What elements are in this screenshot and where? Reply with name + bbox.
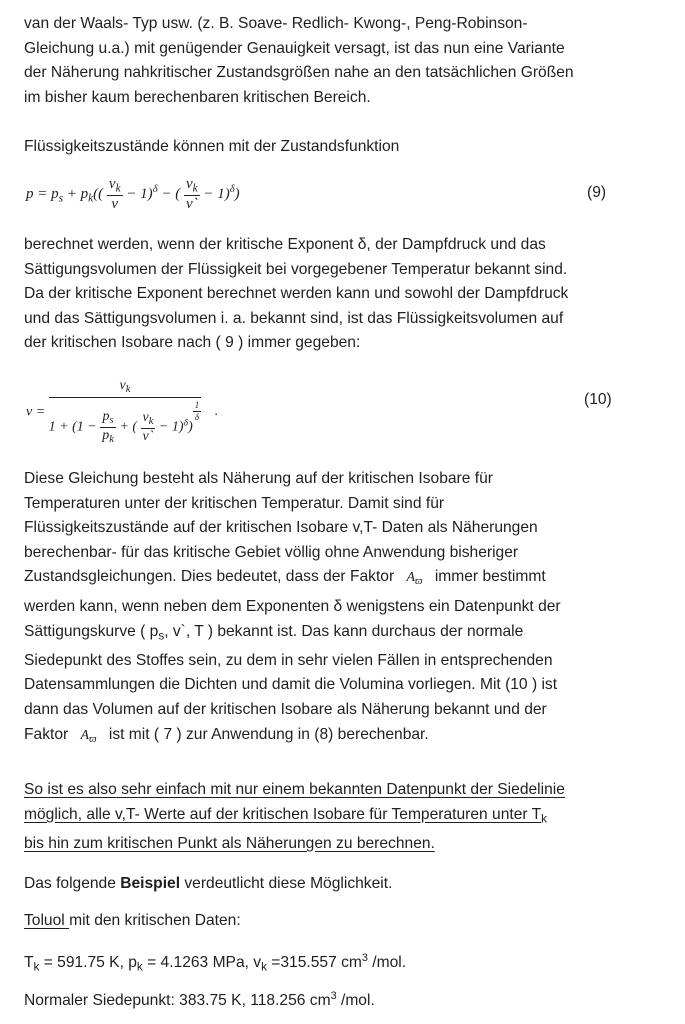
eq9-ps-sub: s (58, 192, 64, 205)
eq10-lhs: v = (26, 404, 46, 420)
text-fragment: immer bestimmt (434, 568, 546, 586)
paragraph-critical-data (24, 946, 664, 980)
text-fragment: /mol. (367, 954, 407, 971)
equation-9-number: (9) (587, 184, 607, 201)
eq10-vk: v (142, 410, 149, 426)
eq9-exponent-2: δ (229, 184, 235, 196)
text-line (24, 909, 664, 934)
eq9-frac1-den: v (111, 195, 119, 212)
factor-symbol-letter: A (406, 570, 416, 586)
eq10-exp-delta: δ (183, 417, 189, 429)
text-line: bis hin zum kritischen Punkt als Näherungen zu berechnen. (24, 834, 435, 852)
text-line: berechnet werden, wenn der kritische Exponent δ, der Dampfdruck und das (24, 236, 546, 253)
eq9-pk-sub: k (88, 192, 94, 205)
factor-symbol-sub: ϖ (415, 576, 423, 588)
eq10-ps: p (102, 409, 110, 425)
text-line (24, 946, 664, 980)
eq10-pk-sub: k (109, 433, 114, 445)
text-subscript: k (261, 960, 267, 974)
eq10-dot: . (214, 404, 219, 420)
text-superscript: 3 (330, 990, 337, 1002)
text-fragment: Das folgende (24, 875, 121, 892)
eq9-lhs: p = p (26, 185, 59, 202)
text-fragment: verdeutlicht diese Möglichkeit. (180, 875, 393, 892)
text-subscript: k (541, 812, 547, 826)
eq9-frac2-num-sub: k (192, 182, 198, 195)
paragraph-approximation (24, 467, 664, 752)
paragraph-summary-underlined (24, 778, 664, 856)
eq9-frac1-num-sub: k (115, 182, 121, 195)
eq10-outer-exp-num: 1 (194, 400, 200, 411)
factor-symbol (406, 570, 423, 588)
text-line: Temperaturen unter der kritischen Temperatur. Damit sind für (24, 494, 445, 512)
eq10-plus: + ( (119, 419, 138, 435)
text-subscript: s (158, 629, 165, 643)
factor-symbol (81, 728, 97, 743)
text-line: Sättigungsvolumen der Flüssigkeit bei vorgegebener Temperatur bekannt sind. (24, 260, 568, 278)
underlined-word: Toluol (24, 912, 70, 929)
eq10-outer-exponent (193, 401, 202, 422)
paragraph-critical-exponent (24, 233, 664, 356)
text-fragment: =315.557 cm (266, 954, 362, 971)
text-line: Diese Gleichung besteht als Näherung auf der kritischen Isobare für (24, 470, 493, 487)
text-line: van der Waals- Typ usw. (z. B. Soave- Redlich- Kwong-, Peng-Robinson- (24, 15, 528, 32)
text-fragment: ist mit ( 7 ) zur Anwendung in (8) berechenbar. (108, 725, 429, 743)
eq10-num: v (119, 378, 126, 393)
eq10-minus-one: − 1) (158, 419, 184, 435)
paragraph-toluol (24, 909, 664, 934)
eq10-vk-sub: k (148, 416, 154, 428)
text-line: im bisher kaum berechenbaren kritischen Bereich. (24, 88, 371, 106)
factor-symbol-letter: A (80, 727, 90, 743)
text-line (24, 565, 664, 595)
eq9-frac2-den: v` (185, 195, 198, 212)
text-line: Flüssigkeitszustände können mit der Zustandsfunktion (24, 138, 400, 155)
eq10-num-sub: k (125, 384, 131, 396)
equation-10-number: (10) (584, 391, 612, 408)
text-line: Flüssigkeitszustände auf der kritischen Isobare v,T- Daten als Näherungen (24, 519, 538, 537)
text-fragment: möglich, alle v,T- Werte auf der kritischen Isobare für Temperaturen unter T (24, 805, 542, 823)
eq9-minus-one-2: − 1) (203, 185, 230, 202)
paragraph-equation-intro (24, 135, 664, 160)
text-line: werden kann, wenn neben dem Exponenten δ wenigstens ein Datenpunkt der (24, 598, 561, 616)
text-line: und das Sättigungsvolumen i. a. bekannt sind, ist das Flüssigkeitsvolumen auf (24, 309, 564, 327)
eq9-fraction-2 (184, 176, 200, 213)
text-line: So ist es also sehr einfach mit nur einem bekannten Datenpunkt der Siedelinie (24, 781, 565, 798)
paragraph-example-intro (24, 872, 664, 897)
text-superscript: 3 (361, 952, 368, 964)
paragraph-intro (24, 12, 664, 110)
text-fragment: = 4.1263 MPa, v (142, 954, 262, 971)
text-fragment: Sättigungskurve ( p (24, 622, 159, 640)
text-fragment: T (24, 954, 34, 971)
eq9-frac2-num: v (185, 176, 193, 192)
eq10-main-fraction (49, 378, 202, 446)
text-fragment: Zustandsgleichungen. Dies bedeutet, dass der Faktor (24, 568, 395, 586)
eq10-ps-sub: s (109, 415, 114, 427)
paragraph-boiling-point (24, 984, 664, 1014)
eq10-vk-v-fraction (141, 410, 156, 445)
eq9-fraction-1 (107, 176, 123, 213)
factor-symbol-sub: ϖ (89, 733, 97, 745)
text-fragment: = 591.75 K, p (39, 954, 137, 971)
eq9-exponent: δ (152, 184, 158, 196)
text-line: Siedepunkt des Stoffes sein, zu dem in sehr vielen Fällen in entsprechenden (24, 651, 553, 669)
text-line: der kritischen Isobare nach ( 9 ) immer gegeben: (24, 334, 361, 352)
text-line: der Näherung nahkritischer Zustandsgrößen nahe an den tatsächlichen Größen (24, 64, 574, 82)
text-line: dann das Volumen auf der kritischen Isobare als Näherung bekannt und der (24, 700, 547, 718)
text-line: Da der kritische Exponent berechnet werden kann und sowohl der Dampfdruck (24, 285, 569, 303)
text-fragment: Normaler Siedepunkt: 383.75 K, 118.256 cm (24, 992, 331, 1009)
text-line (24, 723, 664, 753)
eq10-vprime: v` (142, 428, 154, 444)
eq10-pk: p (102, 427, 110, 443)
text-line (24, 984, 664, 1014)
text-line (24, 620, 664, 649)
eq9-pk: + p (66, 185, 89, 202)
text-line (24, 872, 664, 897)
eq10-ps-pk-fraction (100, 409, 116, 446)
text-subscript: k (33, 960, 40, 974)
text-line: Gleichung u.a.) mit genügender Genauigkeit versagt, ist das nun eine Variante (24, 39, 565, 57)
text-fragment: mit den kritischen Daten: (69, 912, 241, 929)
equation-9: $p = p_s + p_k$(( $\frac{v_k}{v}$ − 1)$^\delta$ − ( $\frac{v_k}{v`}$ − 1)$^\delta$) (26, 176, 240, 212)
eq10-outer-exp-den: δ (194, 412, 200, 423)
eq10-den-start: 1 + (1 − (48, 419, 97, 435)
eq10-close: ) (188, 419, 193, 435)
text-fragment: Faktor (24, 725, 69, 743)
bold-word: Beispiel (120, 875, 181, 892)
text-fragment: /mol. (336, 992, 375, 1009)
text-subscript: k (136, 960, 143, 974)
text-fragment: , v`, T ) bekannt ist. Das kann durchaus der normale (164, 622, 524, 640)
equation-10 (26, 378, 218, 446)
text-line (24, 803, 664, 832)
eq9-minus-one: − 1) (126, 185, 153, 202)
text-line: Datensammlungen die Dichten und damit die Volumina vorliegen. Mit (10 ) ist (24, 676, 558, 694)
text-line: berechenbar- für das kritische Gebiet völlig ohne Anwendung bisheriger (24, 543, 519, 561)
eq9-frac1-num: v (108, 176, 116, 192)
